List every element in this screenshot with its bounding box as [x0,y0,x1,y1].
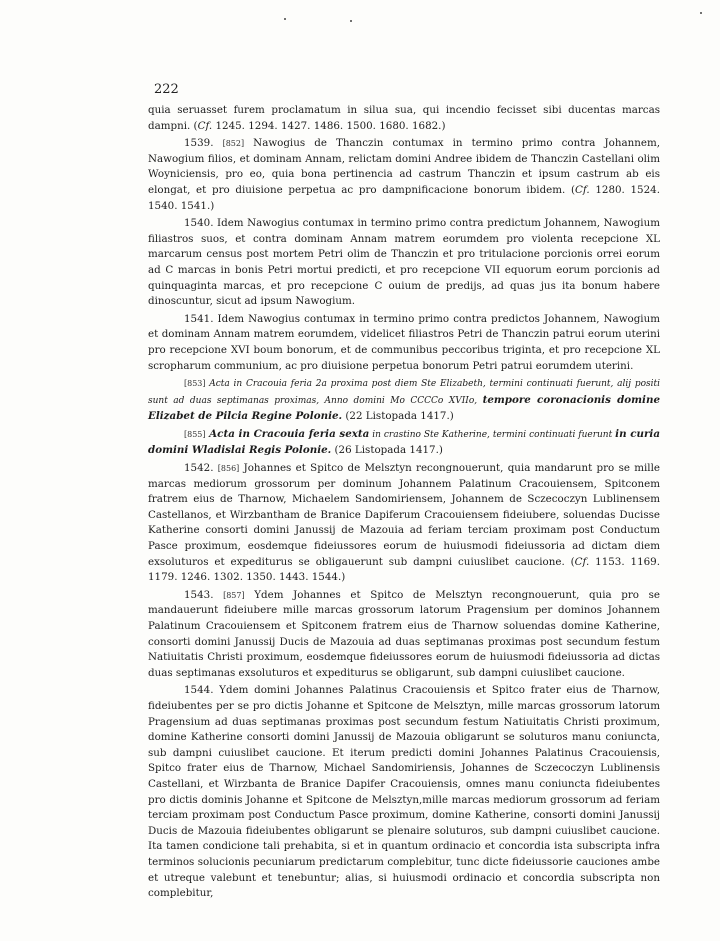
text-run: (22 Listopada 1417.) [342,410,454,423]
page-number: 222 [154,82,179,97]
paragraph-p853 [148,376,660,425]
footnote-marker: [857] [223,590,245,600]
text-run: Cf. [197,119,213,132]
footnote-marker: [856] [217,464,240,474]
footnote-marker: [853] [184,379,206,389]
text-run: 1543. [184,588,224,601]
text-run: 1153. 1169. 1179. 1246. 1302. 1350. 1443. 1544.) [148,555,660,584]
text-run: 1280. 1524. 1540. 1541.) [148,183,660,212]
text-run: Ydem Johannes et Spitco de Melsztyn recongnouerunt, quia pro se mandauerunt fideiubere mille marcas grossorum latorum Pragensium per dominos Johannem Palatinum Cracouiensem et Spitconem fratrem eius de Tharnow soluendas domine Katherine, consorti domini Janussij Ducis de Mazouia ad duas septimanas proximas post secundum festum Natiuitatis Christi proximum, eosdemque fideiussores eorum de huiusmodi fideiussoria ad dictas duas septimanas exsoluturos et expediturus se obligarunt, sub dampni cuiuslibet caucione. [148,588,660,679]
text-run: 1540. Idem Nawogius contumax in termino primo contra predictum Johannem, Nawogium filiastros suos, et contra dominam Annam matrem eorumdem pro violenta recepcione XL marcarum census post mortem Petri olim de Thanczin et pro tritulacione porcionis orrei eorum ad C marcas in bonis Petri mortui predicti, et pro recepcione VII equorum eorum porcionis ad quinquaginta marcas, et pro recepcione C ouium de predijs, ad quas jus ita bonum habere dinoscuntur, sicut ad ipsum Nawogium. [148,217,660,308]
footnote-marker: [852] [222,139,245,149]
text-run: Cf. [574,555,590,568]
paragraph-p1540 [148,216,660,310]
paragraph-p1539 [148,136,660,214]
text-run: 1542. [184,462,218,475]
text-run: 1541. Idem Nawogius contumax in termino primo contra predictos Johannem, Nawogium et dominam Annam matrem eorumdem, videlicet filiastros Petri de Thanczin patrui eorum uterini pro recepcione XVI boum bonorum, et de communibus peccoribus triginta, et pro recepcione XL scropharum communium, ac pro diuisione perpetua bonorum Petri patrui eorumdem uterini. [148,312,660,372]
text-run: Acta in Cracouia feria sexta [205,427,370,440]
text-run: 1245. 1294. 1427. 1486. 1500. 1680. 1682.) [212,119,446,132]
footnote-marker: [855] [184,429,206,439]
text-run: Cf. [575,183,590,196]
text-run: Acta in Cracouia feria 2a proxima post diem Ste Elizabeth, termini continuati fuerunt, alij positi sunt ad duas septimanas proximas, Anno domini Mo CCCCo XVIIo, [148,379,660,406]
text-run: Johannes et Spitco de Melsztyn recongnouerunt, quia mandarunt pro se mille marcas mediorum grossorum per dominum Johannem Palatinum Cracouiensem, Spitconem fratrem eius de Tharnow, Michaelem Sandomiriensem, Johannem de Sczecoczyn Lublinensem Castellanos, et Wirzbantham de Branice Dapiferum Cracouiensem fideiubere, soluendas Ducisse Katherine consorti domini Janussij de Mazouia ad feriam terciam proximam post Conductum Pasce proximum, eosdemque fideiussores eorum de huiusmodi fideiussoria ad dictam diem exsoluturos et expediturus se obligauerunt sub dampni cuiuslibet caucione. ( [148,462,660,568]
text-run: Nawogius de Thanczin contumax in termino primo contra Johannem, Nawogium filios, et dominam Annam, relictam domini Andree ibidem de Thanczin Castellani olim Woyniciensis, pro eo, quia bona pertinencia ad castrum Thanczin et ipsum castrum ab eis elongat, et pro diuisione perpetua ac pro dampnificacione bonorum ibidem. ( [148,137,660,196]
paragraph-p1544 [148,683,660,901]
text-run: 1544. Ydem domini Johannes Palatinus Cracouiensis et Spitco frater eius de Tharnow, fideiubentes per se pro dictis Johanne et Spitcone de Melsztyn, mille marcas grossorum latorum Pragensium ad duas septimanas proximas post secundum festum Natiuitatis Christi proximum, domine Katherine consorti domini Janussij de Mazouia obligarunt se soluturos manu coniuncta, sub dampni cuiuslibet caucione. Et iterum predicti domini Johannes Palatinus Cracouiensis, Spitco frater eius de Tharnow, Michael Sandomiriensis, Johannes de Sczecoczyn Lublinensis Castellani, et Wirzbanta de Branice Dapifer Cracouiensis, omnes manu coniuncta fideiubentes pro dictis dominis Johanne et Spitcone de Melsztyn,mille marcas mediorum grossorum ad feriam terciam proximam post Conductum Pasce proximum, domine Katherine, consorti domini Janussij Ducis de Mazouia fideiubentes obligarunt se plenaire soluturos, sub dampni cuiuslibet caucione. Ita tamen condicione tali prehabita, si et in quantum ordinacio et concordia ista subscripta infra terminos solucionis pecuniarum predictarum complebitur, tunc dicte fideiussorie cauciones ambe et utreque valebunt et tenebuntur; alias, si huiusmodi ordinacio et concordia subscripta non complebitur, [148,684,660,900]
text-run: tempore coronacionis domine Elizabet de Pilcia Regine Polonie. [148,393,660,423]
text-run: in crastino Ste Katherine, termini continuati fuerunt [369,429,616,440]
paragraph-p1542 [148,461,660,586]
document-body [148,103,660,904]
text-run: quia seruasset furem proclamatum in silua sua, qui incendio fecisset sibi ducentas marcas dampni. ( [148,104,660,132]
paragraph-p1543 [148,588,660,682]
text-run: in curia domini Wladislai Regis Polonie. [148,427,660,457]
paragraph-p1541 [148,312,660,374]
text-run: (26 Listopada 1417.) [331,444,443,457]
text-run: 1539. [184,137,223,150]
paragraph-p0 [148,103,660,134]
paragraph-p855 [148,427,660,459]
